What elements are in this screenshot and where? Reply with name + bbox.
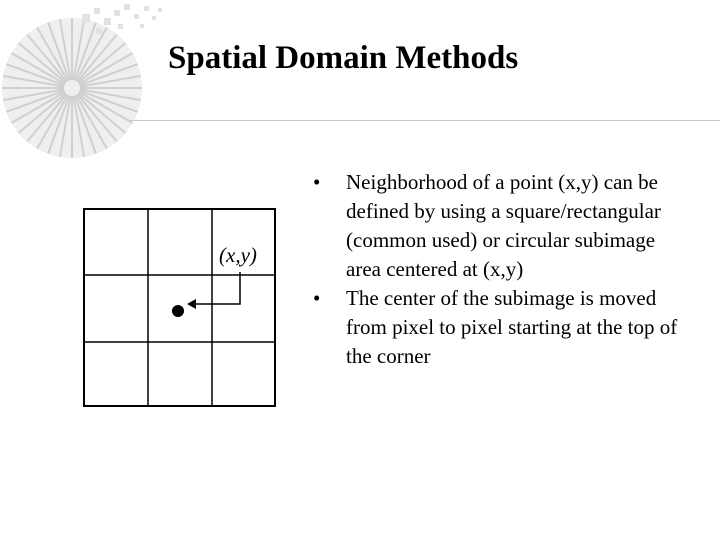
pointer-connector (189, 272, 240, 304)
point-label: (x,y) (219, 243, 257, 267)
pointer-arrowhead (187, 299, 196, 309)
decorative-starburst-logo (0, 0, 200, 160)
bullet-marker: • (313, 170, 321, 194)
slide-title: Spatial Domain Methods (168, 40, 519, 76)
bullet-text: The center of the subimage is moved from pixel to pixel starting at the top of the corner (346, 286, 678, 368)
bullet-list (313, 168, 693, 371)
bullet-item (313, 168, 693, 284)
neighborhood-grid-diagram (83, 208, 277, 408)
title-divider (130, 120, 720, 121)
bullet-marker: • (313, 286, 321, 310)
center-point-dot (172, 305, 184, 317)
bullet-text: Neighborhood of a point (x,y) can be defined by using a square/rectangular (common used) or circular subimage area centered at (x,y) (346, 170, 661, 281)
bullet-item (313, 284, 693, 371)
